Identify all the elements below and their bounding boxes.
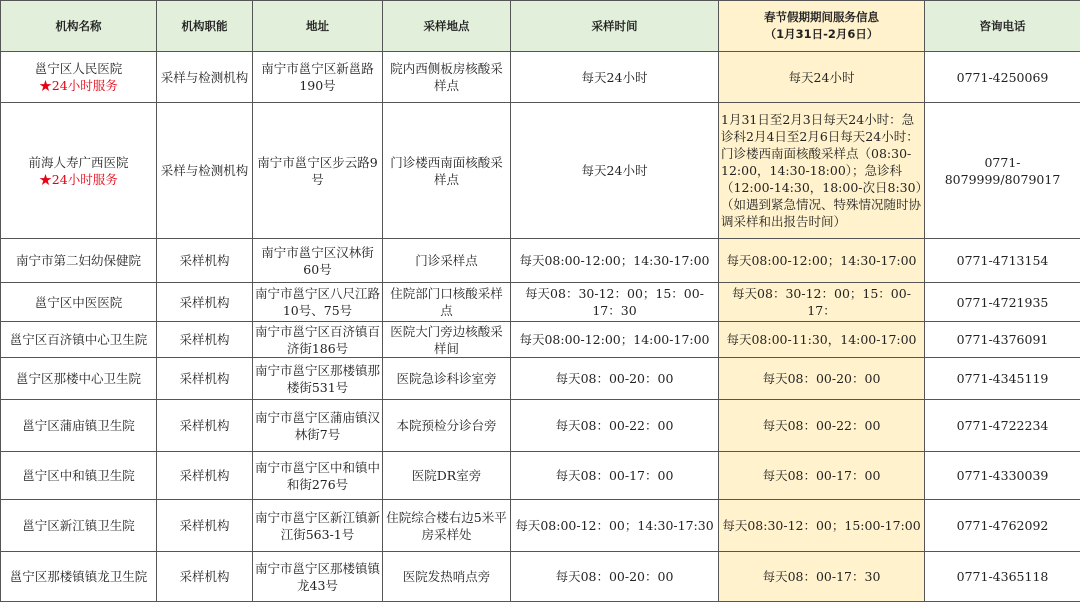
cell-name: [1, 52, 157, 103]
cell-time: 每天08:00-12:00；14:00-17:00: [511, 322, 719, 358]
cell-function: 采样机构: [157, 452, 253, 500]
cell-address: 南宁市邕宁区新邕路190号: [253, 52, 383, 103]
cell-phone: 0771-4721935: [925, 283, 1080, 322]
cell-holiday: 每天08：00-22：00: [719, 400, 925, 452]
cell-address: 南宁市邕宁区蒲庙镇汉林街7号: [253, 400, 383, 452]
cell-function: 采样与检测机构: [157, 52, 253, 103]
header-name: 机构名称: [1, 1, 157, 52]
table-body: [1, 52, 1080, 602]
cell-time: 每天08：00-17：00: [511, 452, 719, 500]
header-location: 采样地点: [383, 1, 511, 52]
cell-function: 采样与检测机构: [157, 103, 253, 239]
cell-phone: 0771-4330039: [925, 452, 1080, 500]
cell-location: 医院DR室旁: [383, 452, 511, 500]
cell-function: 采样机构: [157, 358, 253, 400]
cell-phone: 0771-4713154: [925, 239, 1080, 283]
header-phone: 咨询电话: [925, 1, 1080, 52]
cell-holiday: 每天08：00-17：30: [719, 552, 925, 602]
cell-name: [1, 322, 157, 358]
institution-name: 邕宁区人民医院: [3, 60, 154, 77]
cell-holiday: 1月31日至2月3日每天24小时：急诊科2月4日至2月6日每天24小时：门诊楼西南面核酸采样点（08:30-12:00，14:30-18:00）；急诊科（12:00-14:30，18:00-次日8:30）（如遇到紧急情况、特殊情况随时协调采样和出报告时间）: [719, 103, 925, 239]
cell-holiday: 每天08：00-20：00: [719, 358, 925, 400]
service-24h-note: ★24小时服务: [3, 171, 154, 188]
cell-function: 采样机构: [157, 552, 253, 602]
cell-holiday: 每天08:00-11:30，14:00-17:00: [719, 322, 925, 358]
cell-location: 门诊楼西南面核酸采样点: [383, 103, 511, 239]
institution-name: 邕宁区那楼中心卫生院: [3, 370, 154, 387]
cell-address: 南宁市邕宁区八尺江路10号、75号: [253, 283, 383, 322]
cell-function: 采样机构: [157, 400, 253, 452]
cell-name: [1, 400, 157, 452]
cell-time: 每天24小时: [511, 103, 719, 239]
institution-name: 邕宁区百济镇中心卫生院: [3, 331, 154, 348]
cell-name: [1, 452, 157, 500]
institution-name: 南宁市第二妇幼保健院: [3, 252, 154, 269]
cell-name: [1, 103, 157, 239]
cell-address: 南宁市邕宁区汉林街60号: [253, 239, 383, 283]
table-row: [1, 283, 1080, 322]
cell-name: [1, 239, 157, 283]
institution-name: 邕宁区新江镇卫生院: [3, 517, 154, 534]
cell-holiday: 每天08:00-12:00；14:30-17:00: [719, 239, 925, 283]
cell-address: 南宁市邕宁区中和镇中和街276号: [253, 452, 383, 500]
institution-name: 邕宁区中医医院: [3, 294, 154, 311]
cell-address: 南宁市邕宁区百济镇百济街186号: [253, 322, 383, 358]
cell-name: [1, 552, 157, 602]
cell-function: 采样机构: [157, 322, 253, 358]
cell-phone: 0771-4762092: [925, 500, 1080, 552]
cell-function: 采样机构: [157, 283, 253, 322]
table-row: [1, 358, 1080, 400]
cell-name: [1, 500, 157, 552]
table-row: [1, 52, 1080, 103]
cell-location: 住院综合楼右边5米平房采样处: [383, 500, 511, 552]
cell-name: [1, 283, 157, 322]
cell-location: 院内西侧板房核酸采样点: [383, 52, 511, 103]
cell-location: 医院大门旁边核酸采样间: [383, 322, 511, 358]
cell-phone: 0771-8079999/8079017: [925, 103, 1080, 239]
cell-holiday: 每天08:30-12：00；15:00-17:00: [719, 500, 925, 552]
service-24h-note: ★24小时服务: [3, 77, 154, 94]
cell-time: 每天08:00-12：00；14:30-17:30: [511, 500, 719, 552]
table-row: [1, 239, 1080, 283]
cell-time: 每天08：30-12：00；15：00-17：30: [511, 283, 719, 322]
cell-name: [1, 358, 157, 400]
table-row: [1, 103, 1080, 239]
cell-time: 每天08：00-20：00: [511, 358, 719, 400]
cell-holiday: 每天24小时: [719, 52, 925, 103]
cell-time: 每天08：00-20：00: [511, 552, 719, 602]
header-holiday: [719, 1, 925, 52]
institution-name: 邕宁区中和镇卫生院: [3, 467, 154, 484]
institution-name: 邕宁区蒲庙镇卫生院: [3, 417, 154, 434]
cell-function: 采样机构: [157, 500, 253, 552]
table-row: [1, 552, 1080, 602]
cell-location: 住院部门口核酸采样点: [383, 283, 511, 322]
cell-address: 南宁市邕宁区新江镇新江街563-1号: [253, 500, 383, 552]
cell-function: 采样机构: [157, 239, 253, 283]
cell-location: 本院预检分诊台旁: [383, 400, 511, 452]
table-row: [1, 322, 1080, 358]
cell-location: 医院急诊科诊室旁: [383, 358, 511, 400]
table-row: [1, 452, 1080, 500]
header-holiday-dates: （1月31日-2月6日）: [721, 26, 922, 43]
header-time: 采样时间: [511, 1, 719, 52]
cell-location: 医院发热哨点旁: [383, 552, 511, 602]
header-holiday-title: 春节假期期间服务信息: [721, 9, 922, 26]
cell-holiday: 每天08：00-17：00: [719, 452, 925, 500]
cell-time: 每天08:00-12:00；14:30-17:00: [511, 239, 719, 283]
cell-address: 南宁市邕宁区步云路9号: [253, 103, 383, 239]
cell-address: 南宁市邕宁区那楼镇镇龙43号: [253, 552, 383, 602]
header-address: 地址: [253, 1, 383, 52]
table-row: [1, 500, 1080, 552]
cell-time: 每天08：00-22：00: [511, 400, 719, 452]
cell-phone: 0771-4722234: [925, 400, 1080, 452]
cell-holiday: 每天08：30-12：00；15：00-17：: [719, 283, 925, 322]
cell-phone: 0771-4376091: [925, 322, 1080, 358]
header-row: [1, 1, 1080, 52]
cell-address: 南宁市邕宁区那楼镇那楼街531号: [253, 358, 383, 400]
table-row: [1, 400, 1080, 452]
header-function: 机构职能: [157, 1, 253, 52]
institution-name: 前海人寿广西医院: [3, 154, 154, 171]
institution-name: 邕宁区那楼镇镇龙卫生院: [3, 568, 154, 585]
cell-phone: 0771-4250069: [925, 52, 1080, 103]
cell-time: 每天24小时: [511, 52, 719, 103]
cell-phone: 0771-4345119: [925, 358, 1080, 400]
cell-phone: 0771-4365118: [925, 552, 1080, 602]
cell-location: 门诊采样点: [383, 239, 511, 283]
